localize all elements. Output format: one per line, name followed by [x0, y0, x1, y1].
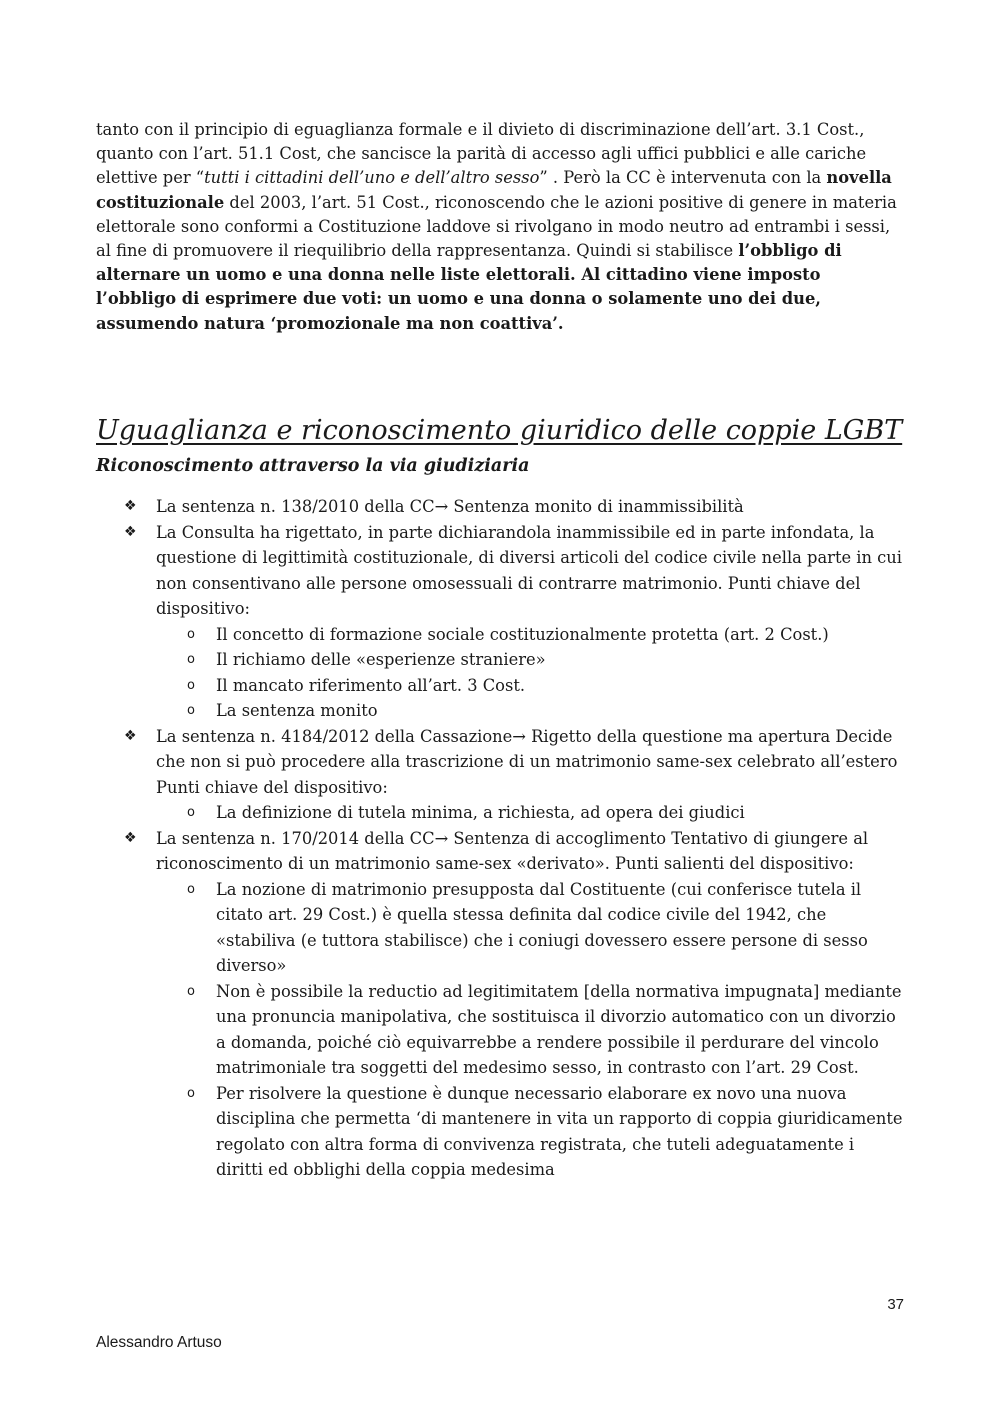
- section-heading: Uguaglianza e riconoscimento giuridico delle coppie LGBT: [96, 415, 903, 446]
- document-body: [96, 118, 906, 1179]
- sub-list-item: o Il concetto di formazione sociale costituzionalmente protetta (art. 2 Cost.): [96, 622, 906, 648]
- circle-bullet-icon: o: [187, 703, 195, 718]
- author-footer: Alessandro Artuso: [96, 1334, 222, 1351]
- sub-list-item: o La sentenza monito: [96, 698, 906, 724]
- sub-list-item: o La definizione di tutela minima, a richiesta, ad opera dei giudici: [96, 800, 906, 826]
- intro-bold-2: l’obbligo di alternare un uomo e una donna nelle liste elettorali. Al cittadino viene imposto l’obbligo di esprimere due voti: un uomo e una donna o solamente uno dei due, assumendo natura ‘promozionale ma non coattiva’.: [96, 241, 842, 333]
- circle-bullet-icon: o: [187, 983, 195, 999]
- intro-text-1: tanto con il principio di eguaglianza formale e il divieto di discriminazione dell’art. 3.1 Cost., quanto con l’art. 51.1 Cost, che sancisce la parità di accesso agli uffici pubblici e alle cariche elettive per “: [96, 120, 867, 188]
- page-number: 37: [887, 1296, 904, 1313]
- sub-list-item: o Non è possibile la reductio ad legitimitatem [della normativa impugnata] mediante una pronuncia manipolativa, che sostituisca il divorzio automatico con un divorzio a domanda, poiché ciò equivarrebbe a rendere possibile il perdurare del vincolo matrimoniale tra soggetti del medesimo sesso, in contrasto con l’art. 29 Cost.: [96, 979, 906, 1081]
- circle-bullet-icon: o: [187, 677, 195, 693]
- sub-list-item: o Per risolvere la questione è dunque necessario elaborare ex novo una nuova disciplina che permetta ‘di mantenere in vita un rapporto di coppia giuridicamente regolato con altra forma di convivenza registrata, che tuteli adeguatamente i diritti ed obblighi della coppia medesima: [96, 1081, 906, 1183]
- sub-list-item: o Il richiamo delle «esperienze straniere»: [96, 647, 906, 673]
- circle-bullet-icon: o: [187, 652, 195, 667]
- circle-bullet-icon: o: [187, 805, 195, 820]
- diamond-bullet-icon: ❖: [124, 523, 137, 540]
- intro-text-2: ” . Però la CC è intervenuta con la: [539, 168, 827, 188]
- intro-paragraph: [96, 118, 906, 336]
- list-item: ❖ La sentenza n. 4184/2012 della Cassazione→ Rigetto della questione ma apertura Decide che non si può procedere alla trascrizione di un matrimonio same-sex celebrato all’estero Punti chiave del dispositivo:: [96, 724, 906, 801]
- diamond-bullet-icon: ❖: [124, 829, 137, 846]
- circle-bullet-icon: o: [187, 881, 195, 897]
- sub-list-item: o Il mancato riferimento all’art. 3 Cost.: [96, 673, 906, 699]
- list-item: ❖ La sentenza n. 138/2010 della CC→ Sentenza monito di inammissibilità: [96, 494, 906, 520]
- intro-quote: tutti i cittadini dell’uno e dell’altro sesso: [204, 168, 540, 188]
- list-item: ❖ La Consulta ha rigettato, in parte dichiarandola inammissibile ed in parte infondata, la questione di legittimità costituzionale, di diversi articoli del codice civile nella parte in cui non consentivano alle persone omosessuali di contrarre matrimonio. Punti chiave del dispositivo:: [96, 520, 906, 622]
- bullet-list: [96, 494, 906, 1183]
- intro-text-3: del 2003, l’art. 51 Cost., riconoscendo che le azioni positive di genere in materia elettorale sono conformi a Costituzione laddove si rivolgano in modo neutro ad entrambi i sessi, al fine di promuovere il riequilibrio della rappresentanza. Quindi si stabilisce: [96, 192, 897, 261]
- diamond-bullet-icon: ❖: [124, 727, 137, 744]
- diamond-bullet-icon: ❖: [124, 498, 137, 514]
- intro-bold-1: novella costituzionale: [96, 168, 892, 212]
- section-subheading: Riconoscimento attraverso la via giudiziaria: [96, 456, 530, 476]
- circle-bullet-icon: o: [187, 1085, 195, 1101]
- sub-list-item: o La nozione di matrimonio presupposta dal Costituente (cui conferisce tutela il citato art. 29 Cost.) è quella stessa definita dal codice civile del 1942, che «stabiliva (e tuttora stabilisce) che i coniugi dovessero essere persone di sesso diverso»: [96, 877, 906, 979]
- list-item: ❖ La sentenza n. 170/2014 della CC→ Sentenza di accoglimento Tentativo di giungere al riconoscimento di un matrimonio same-sex «derivato». Punti salienti del dispositivo:: [96, 826, 906, 877]
- circle-bullet-icon: o: [187, 626, 195, 642]
